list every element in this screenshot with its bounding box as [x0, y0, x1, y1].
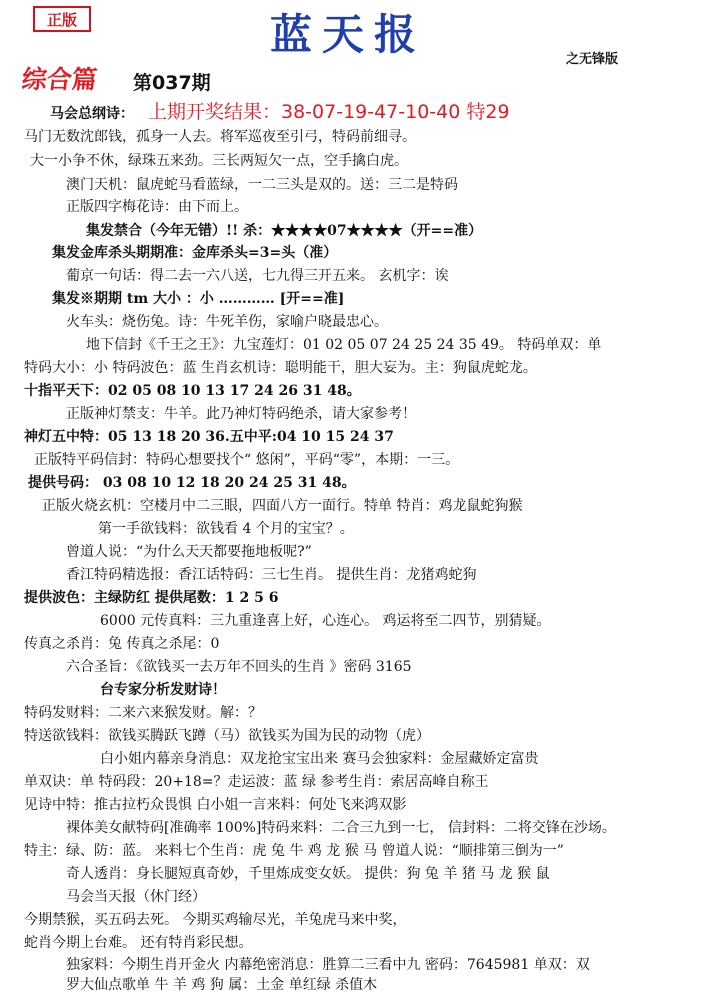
previous-results: 上期开奖结果：38-07-19-47-10-40 特29	[148, 101, 510, 123]
text-line: 第一手欲钱料：欲钱看 4 个月的宝宝？。	[98, 521, 354, 537]
text-line: 大一小争不休，绿珠五来劲。三长两短欠一点，空手擒白虎。	[30, 153, 408, 169]
text-line: 特码大小：小 特码波色：蓝 生肖玄机诗：聪明能干，胆大妄为。主：狗鼠虎蛇龙。	[24, 360, 537, 376]
text-line: 奇人透肖：身长腿短真奇妙，千里炼成变女妖。 提供：狗 兔 羊 猪 马 龙 猴 鼠	[66, 866, 550, 882]
text-line: 提供波色：主绿防红 提供尾数：1 2 5 6	[24, 590, 279, 606]
text-line: 集发禁合（今年无错）!! 杀：★★★★07★★★★（开==准）	[86, 223, 483, 239]
text-line: 单双诀：单 特码段：20+18=？走运波：蓝 绿 参考生肖：索居高峰自称王	[24, 774, 489, 790]
text-line: 地下信封《千王之王》：九宝莲灯：01 02 05 07 24 25 24 35 49。 特码单双：单	[86, 337, 602, 353]
text-line: 提供号码： 03 08 10 12 18 20 24 25 31 48。	[28, 475, 356, 491]
text-line: 集发金库杀头期期准：金库杀头=3=头（准）	[52, 245, 338, 261]
text-line: 正版火烧玄机：空楼月中二三眼，四面八方一面行。特单 特肖：鸡龙鼠蛇狗猴	[42, 498, 523, 514]
text-line: 见诗中特：推古拉朽众畏惧 白小姐一言来料：何处飞来鸿双影	[24, 797, 407, 813]
text-line: 香江特码精选报：香江话特码：三七生肖。 提供生肖：龙猪鸡蛇狗	[66, 567, 477, 583]
issue-number: 第037期	[133, 72, 211, 94]
text-line: 特主：绿、防：蓝。 来料七个生肖：虎 兔 牛 鸡 龙 猴 马 曾道人说：“顺排第三倒为一”	[24, 843, 564, 859]
text-line: 今期禁猴，买五码去死。 今期买鸡输尽光，羊兔虎马来中奖，	[24, 912, 407, 928]
text-line: 神灯五中特：05 13 18 20 36.五中平:04 10 15 24 37	[24, 429, 394, 445]
text-line: 集发※期期 tm 大小 ：小 ………… [开==准]	[52, 291, 345, 307]
text-line: 台专家分析发财诗！	[100, 682, 226, 698]
original-stamp: 正版	[33, 6, 91, 32]
text-line: 传真之杀肖：兔 传真之杀尾：0	[24, 636, 220, 652]
text-line: 罗大仙点歌单 牛 羊 鸡 狗 属：土金 单红绿 杀值木	[66, 977, 378, 993]
text-line: 马会总纲诗：	[50, 106, 134, 122]
section-heading: 综合篇	[20, 65, 99, 94]
edition-label: 之无锋版	[566, 52, 619, 67]
text-line: 正版特平码信封：特码心想要找个“ 悠闲”，平码“零”，本期：一三。	[34, 452, 460, 468]
text-line: 马门无数沈郎钱，孤身一人去。将军巡夜至引弓，特码前细寻。	[24, 129, 416, 145]
text-line: 正版四字梅花诗：由下而上。	[66, 199, 248, 215]
newspaper-title: 蓝天报	[269, 10, 426, 59]
text-line: 白小姐内幕亲身消息：双龙抢宝宝出来 赛马会独家料：金屋藏娇定富贵	[100, 751, 539, 767]
text-line: 火车头：烧伤兔。诗：牛死羊伤，家喻户晓最忠心。	[66, 314, 388, 330]
text-line: 澳门天机：鼠虎蛇马看蓝绿，一二三头是双的。送：三二是特码	[66, 177, 458, 193]
text-line: 特码发财料：二来六来猴发财。解：？	[24, 705, 262, 721]
text-line: 蛇肖今期上台难。 还有特肖彩民想。	[24, 935, 253, 951]
text-line: 六合圣旨：《欲钱买一去万年不回头的生肖 》密码 3165	[66, 659, 412, 675]
text-line: 十指平天下：02 05 08 10 13 17 24 26 31 48。	[24, 383, 361, 399]
text-line: 特送欲钱料：欲钱买腾跃飞蹲（马）欲钱买为国为民的动物（虎）	[24, 728, 430, 744]
text-line: 裸体美女献特码[准确率 100%]特码来料：二合三九到一七， 信封料：二将交锋在沙场。	[66, 820, 616, 836]
text-line: 马会当天报（休门经）	[66, 889, 206, 905]
text-line: 正版神灯禁支：牛羊。此乃神灯特码绝杀，请大家参考！	[66, 406, 416, 422]
text-line: 曾道人说：“为什么天天都要拖地板呢?”	[66, 544, 312, 560]
text-line: 独家料：今期生肖开金火 内幕绝密消息：胜算二三看中九 密码：7645981 单双：双	[66, 957, 590, 973]
text-line: 6000 元传真料：三九重逢喜上好，心连心。 鸡运将至二四节，别猜疑。	[100, 613, 551, 629]
text-line: 葡京一句话：得二去一六八送，七九得三开五来。 玄机字：诶	[66, 268, 449, 284]
